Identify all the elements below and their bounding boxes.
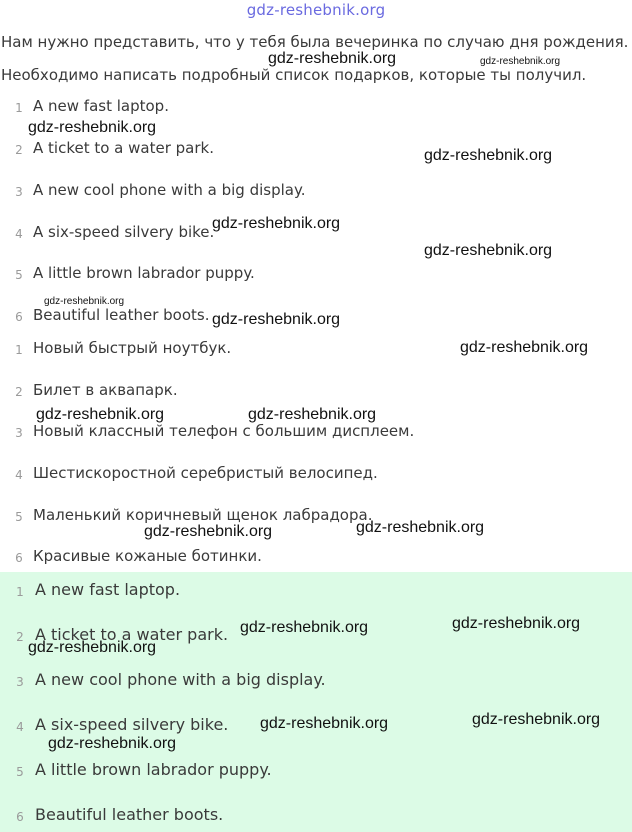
item-number: 5 [16,765,24,779]
item-text: Beautiful leather boots. [33,306,210,324]
item-number: 2 [16,630,24,644]
item-text: A little brown labrador puppy. [35,760,272,779]
item-text: A new cool phone with a big display. [35,670,326,689]
item-number: 1 [15,101,23,115]
item-number: 2 [15,143,23,157]
watermark: gdz-reshebnik.org [212,311,341,328]
item-number: 2 [15,385,23,399]
intro-line-1: Нам нужно представить, что у тебя была вечеринка по случаю дня рождения. [1,33,629,51]
item-text: Маленький коричневый щенок лабрадора. [33,506,373,524]
item-text: Beautiful leather boots. [35,805,224,824]
item-text: Красивые кожаные ботинки. [33,547,262,565]
item-text: A six-speed silvery bike. [33,223,215,241]
item-number: 3 [16,675,24,689]
watermark: gdz-reshebnik.org [424,147,553,164]
item-number: 5 [15,510,23,524]
answer-block [0,572,632,832]
watermark: gdz-reshebnik.org [452,615,581,632]
intro-line-2: Необходимо написать подробный список подарков, которые ты получил. [1,66,587,84]
watermark: gdz-reshebnik.org [480,56,561,67]
watermark: gdz-reshebnik.org [44,296,125,307]
item-text: A ticket to a water park. [33,139,214,157]
watermark: gdz-reshebnik.org [48,735,177,752]
item-number: 5 [15,268,23,282]
site-watermark: gdz-reshebnik.org [246,1,386,19]
item-text: A new cool phone with a big display. [33,181,306,199]
item-number: 1 [15,343,23,357]
item-text: Билет в аквапарк. [33,381,178,399]
item-text: A little brown labrador puppy. [33,264,255,282]
watermark: gdz-reshebnik.org [260,715,389,732]
watermark: gdz-reshebnik.org [356,519,485,536]
watermark: gdz-reshebnik.org [240,619,369,636]
item-text: Шестискоростной серебристый велосипед. [33,464,378,482]
watermark: gdz-reshebnik.org [28,119,157,136]
item-text: Новый классный телефон с большим дисплеем. [33,422,415,440]
item-text: A new fast laptop. [33,97,169,115]
watermark: gdz-reshebnik.org [212,215,341,232]
watermark: gdz-reshebnik.org [460,339,589,356]
watermark: gdz-reshebnik.org [36,406,165,423]
item-number: 3 [15,426,23,440]
item-number: 3 [15,185,23,199]
watermark: gdz-reshebnik.org [28,639,157,656]
item-number: 6 [15,551,23,565]
watermark: gdz-reshebnik.org [472,711,601,728]
item-number: 6 [16,810,24,824]
watermark: gdz-reshebnik.org [424,242,553,259]
item-number: 4 [16,720,24,734]
watermark: gdz-reshebnik.org [144,523,273,540]
item-text: A new fast laptop. [35,580,181,599]
item-number: 1 [16,585,24,599]
item-number: 6 [15,310,23,324]
watermark: gdz-reshebnik.org [248,406,377,423]
item-text: Новый быстрый ноутбук. [33,339,232,357]
watermark: gdz-reshebnik.org [268,50,397,67]
item-number: 4 [15,227,23,241]
item-text: A six-speed silvery bike. [35,715,229,734]
item-number: 4 [15,468,23,482]
item-text: A ticket to a water park. [35,625,229,644]
